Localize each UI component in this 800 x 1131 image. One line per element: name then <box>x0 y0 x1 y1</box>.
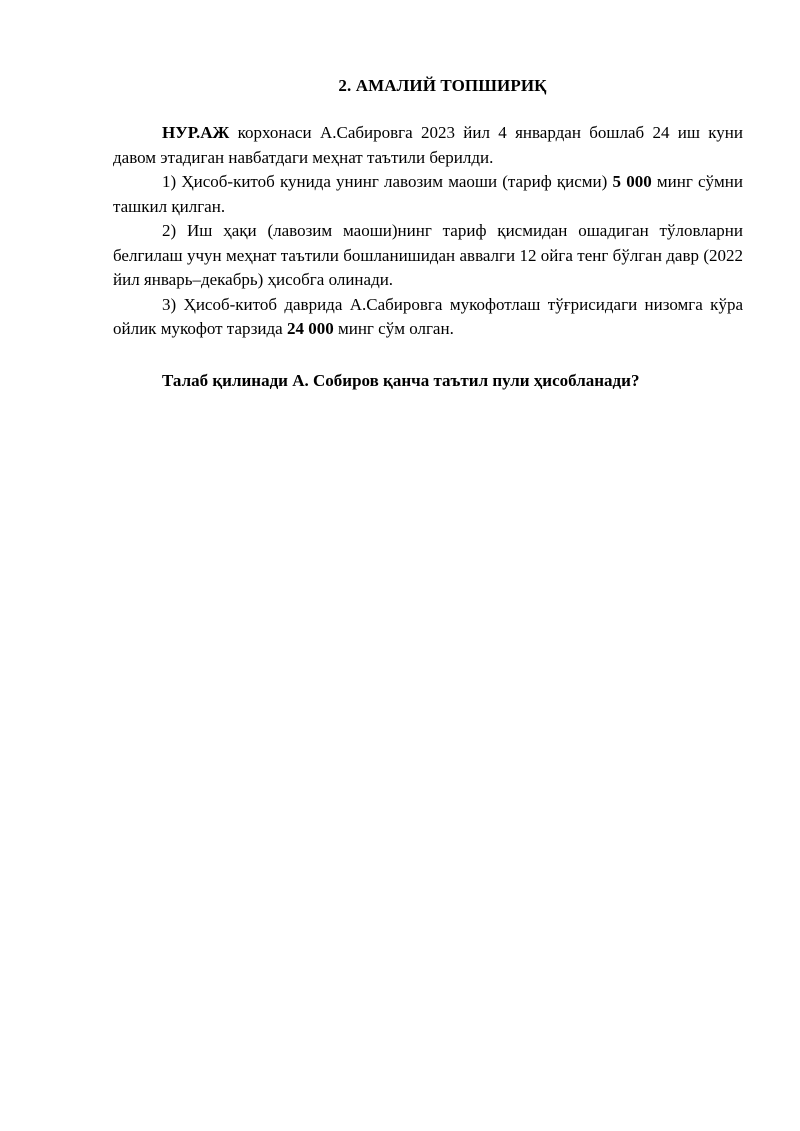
salary-amount: 5 000 <box>612 172 652 191</box>
item1-text: 1) Ҳисоб-китоб кунида унинг лавозим маоши (тариф қисми) <box>162 172 613 191</box>
intro-text: корхонаси А.Сабировга 2023 йил 4 январдан бошлаб 24 иш куни давом этадиган навбатдаги меҳнат таътили берилди. <box>113 123 743 167</box>
item1-text-end: минг сўмни ташкил қилган. <box>113 172 743 216</box>
question-text: Талаб қилинади А. Собиров қанча таътил пули ҳисобланади? <box>162 371 640 390</box>
assignment-body <box>113 121 743 342</box>
item3-text-end: минг сўм олган. <box>333 319 454 338</box>
item2-text: 2) Иш ҳақи (лавозим маоши)нинг тариф қисмидан ошадиган тўловларни белгилаш учун меҳнат таътили бошланишидан аввалги 12 ойга тенг бўлган давр (2022 йил январь–декабрь) ҳисобга олинади. <box>113 221 743 289</box>
condition-item-2 <box>113 219 743 293</box>
intro-paragraph <box>113 121 743 170</box>
company-name: НУР.АЖ <box>162 123 230 142</box>
condition-item-1 <box>113 170 743 219</box>
item3-text: 3) Ҳисоб-китоб даврида А.Сабировга мукофотлаш тўғрисидаги низомга кўра ойлик мукофот тарзида <box>113 294 743 338</box>
condition-item-3 <box>113 293 743 342</box>
assignment-title: 2. АМАЛИЙ ТОПШИРИҚ <box>338 76 547 95</box>
bonus-amount: 24 000 <box>286 319 334 338</box>
